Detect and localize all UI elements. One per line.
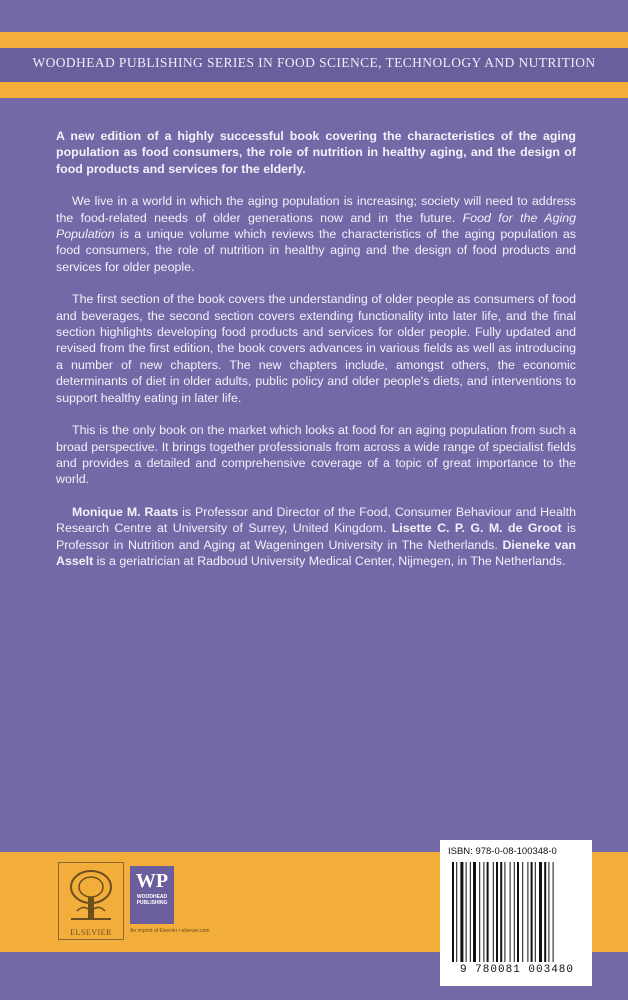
barcode-bar [548, 862, 549, 962]
scope-paragraph: This is the only book on the market which looks at food for an aging population from such a broad perspective. It brings together professionals from across a wide range of specialist fields and provides a detailed and comprehensive coverage of a topic of great importance to the world. [56, 423, 576, 487]
wp-name-line1: WOODHEAD [136, 894, 168, 900]
barcode-bar [522, 862, 523, 962]
wp-name-line2: PUBLISHING [136, 900, 168, 906]
barcode-bar [470, 862, 471, 962]
author-name-1: Monique M. Raats [72, 504, 179, 519]
barcode-bar [487, 862, 489, 962]
wp-letters: WP [135, 870, 169, 892]
author-name-2: Lisette C. P. G. M. de Groot [391, 521, 562, 536]
isbn-text: ISBN: 978-0-08-100348-0 [448, 846, 557, 857]
barcode-bar [500, 862, 502, 962]
elsevier-tree-icon [67, 867, 115, 923]
barcode-bar [504, 862, 505, 962]
woodhead-publishing-logo [130, 866, 280, 942]
intro-text-part2: is a unique volume which reviews the characteristics of the aging population as food consumers, the role of nutrition in healthy aging and the design of food products and services for older people. [56, 227, 576, 274]
series-title: WOODHEAD PUBLISHING SERIES IN FOOD SCIENCE, TECHNOLOGY AND NUTRITION [32, 55, 596, 70]
isbn-barcode-block [440, 840, 592, 986]
barcode-bar [456, 862, 457, 962]
author-name-3: Dieneke van Asselt [56, 537, 576, 568]
barcode-bar [510, 862, 511, 962]
barcode-bar [539, 862, 542, 962]
barcode-bar [514, 862, 515, 962]
barcode-bar [527, 862, 528, 962]
barcode-bar [517, 862, 519, 962]
elsevier-label: ELSEVIER [70, 928, 112, 937]
lead-paragraph: A new edition of a highly successful book covering the characteristics of the aging population as food consumers, the role of nutrition in healthy aging, and the design of food products and services for the elderly. [56, 129, 576, 176]
barcode-bar [460, 862, 463, 962]
sections-paragraph: The first section of the book covers the understanding of older people as consumers of food and beverages, the second section covers extending functionality into later life, and the final section highlights developing food products and services for older people. Fully updated and revised from the first edition, the book covers advances in various fields as well as introducing a number of new chapters. The new chapters include, amongst others, the economic determinants of diet in older adults, public policy and older people's diets, and interventions to support healthy eating in later life. [56, 292, 576, 405]
authors-paragraph [56, 504, 576, 570]
author-bio-2: is Professor in Nutrition and Aging at Wageningen University in The Netherlands. [56, 521, 576, 552]
author-bio-1: is Professor and Director of the Food, Consumer Behaviour and Health Research Centre at University of Surrey, United Kingdom. [56, 504, 576, 536]
barcode-digits: 9 780081 003480 [459, 964, 575, 976]
intro-text-part1: We live in a world in which the aging population is increasing; society will need to address the food-related needs of older generations now and in the future. [56, 194, 576, 225]
barcode-bar [493, 862, 494, 962]
wp-imprint-line: An imprint of Elsevier • elsevier.com [130, 928, 210, 934]
author-bio-3: is a geriatrician at Radboud University Medical Center, Nijmegen, in The Netherlands. [93, 553, 566, 568]
barcode-bar [553, 862, 554, 962]
back-cover-blurb [56, 128, 576, 585]
barcode-bar [452, 862, 454, 962]
header-accent-stripe [0, 82, 628, 98]
top-accent-stripe [0, 32, 628, 48]
wp-publisher-name [130, 894, 174, 906]
barcode-bar [531, 862, 533, 962]
book-title-italic: Food for the Aging Population [56, 210, 576, 242]
elsevier-logo [58, 862, 124, 940]
barcode-bar [466, 862, 467, 962]
barcode-bar [535, 862, 536, 962]
barcode-bar [544, 862, 546, 962]
barcode-icon [450, 862, 582, 962]
barcode-bar [479, 862, 480, 962]
barcode-bar [496, 862, 498, 962]
barcode-bar [473, 862, 476, 962]
wp-mark-icon [130, 866, 174, 924]
barcode-bar [483, 862, 484, 962]
intro-paragraph [56, 193, 576, 275]
